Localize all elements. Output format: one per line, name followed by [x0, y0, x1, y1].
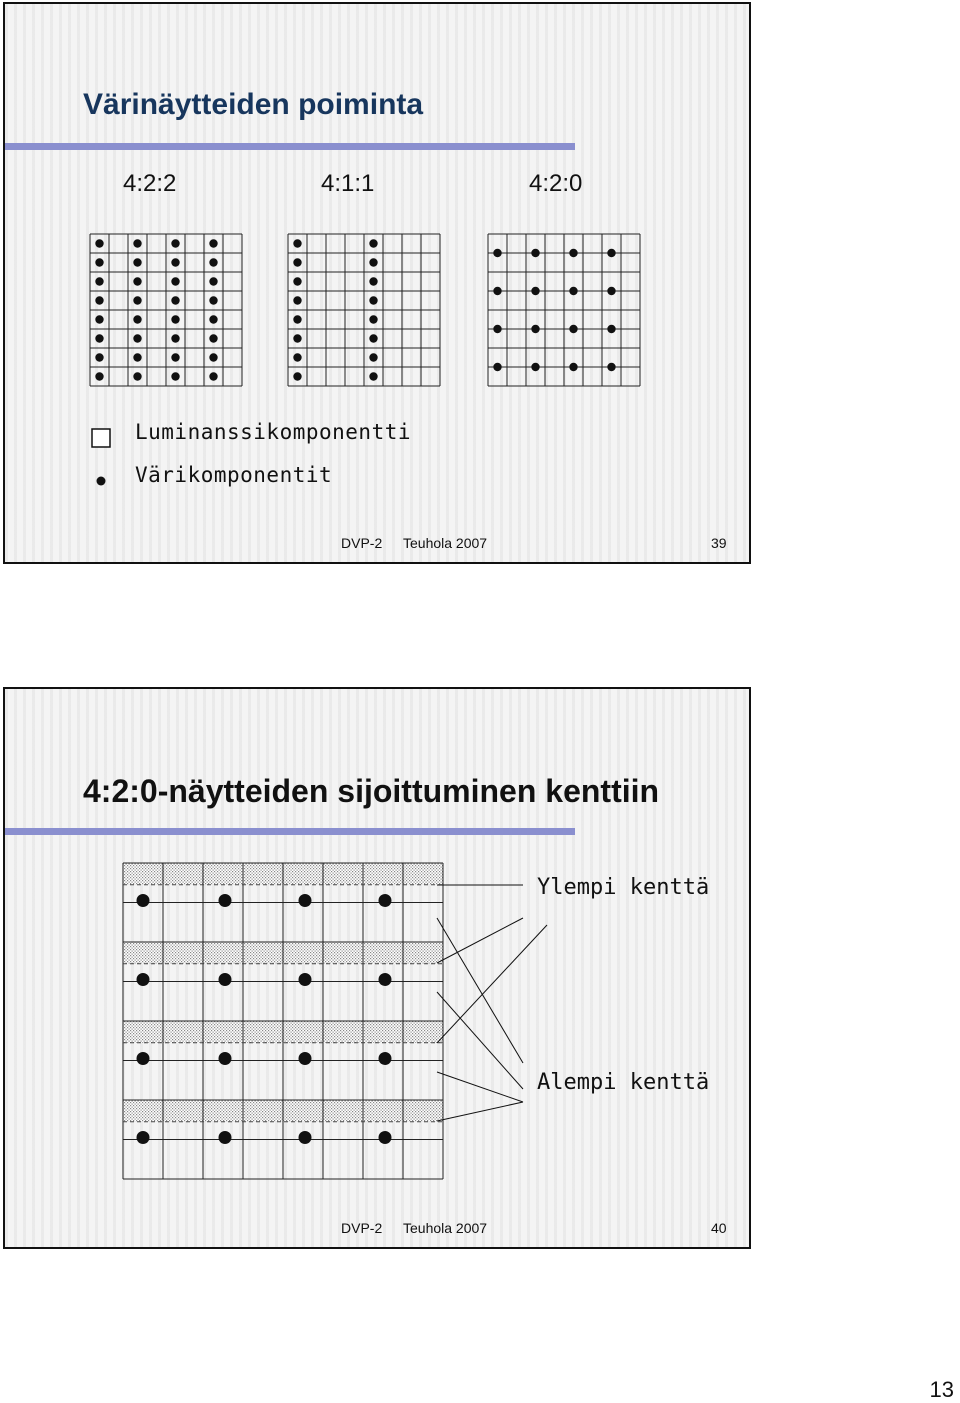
- chroma-sample-dot: [531, 363, 539, 371]
- chroma-sample-dot: [379, 894, 392, 907]
- sampling-grid-411: [287, 233, 447, 388]
- chroma-sample-dot: [299, 894, 312, 907]
- chroma-sample-dot: [209, 372, 217, 380]
- chroma-sample-dot: [137, 973, 150, 986]
- page-number: 13: [929, 1377, 954, 1402]
- legend-chroma: Värikomponentit: [135, 463, 333, 487]
- chroma-sample-dot: [209, 239, 217, 247]
- chroma-sample-dot: [171, 334, 179, 342]
- chroma-sample-dot: [219, 973, 232, 986]
- title-underline: [5, 143, 575, 150]
- chroma-sample-dot: [379, 1131, 392, 1144]
- chroma-sample-dot: [95, 372, 103, 380]
- chroma-sample-dot: [133, 334, 141, 342]
- chroma-sample-dot: [209, 258, 217, 266]
- chroma-sample-dot: [531, 249, 539, 257]
- slide-40: [3, 687, 751, 1249]
- chroma-sample-dot: [171, 258, 179, 266]
- chroma-sample-dot: [369, 239, 377, 247]
- chroma-sample-dot: [531, 287, 539, 295]
- chroma-sample-dot: [293, 353, 301, 361]
- chroma-sample-dot: [133, 372, 141, 380]
- upper-field-label: Ylempi kenttä: [537, 875, 710, 900]
- chroma-sample-dot: [569, 325, 577, 333]
- chroma-sample-dot: [493, 363, 501, 371]
- chroma-sample-dot: [369, 334, 377, 342]
- chroma-sample-dot: [133, 239, 141, 247]
- chroma-sample-dot: [171, 315, 179, 323]
- chroma-sample-dot: [95, 353, 103, 361]
- sampling-grid-422: [89, 233, 249, 388]
- chroma-sample-dot: [171, 239, 179, 247]
- chroma-sample-dot: [133, 296, 141, 304]
- chroma-sample-dot: [369, 258, 377, 266]
- slide-title: Värinäytteiden poiminta: [83, 88, 424, 121]
- chroma-sample-dot: [293, 372, 301, 380]
- chroma-sample-dot: [171, 277, 179, 285]
- chroma-sample-dot: [531, 325, 539, 333]
- chroma-sample-dot: [379, 1052, 392, 1065]
- chroma-dot-icon: [95, 475, 107, 487]
- chroma-sample-dot: [137, 1131, 150, 1144]
- chroma-sample-dot: [95, 334, 103, 342]
- chroma-sample-dot: [137, 1052, 150, 1065]
- chroma-sample-dot: [607, 363, 615, 371]
- chroma-sample-dot: [95, 315, 103, 323]
- chroma-sample-dot: [171, 353, 179, 361]
- format-label-420: 4:2:0: [529, 170, 583, 197]
- footer-slide-number: 39: [711, 535, 727, 551]
- chroma-sample-dot: [369, 296, 377, 304]
- chroma-sample-dot: [137, 894, 150, 907]
- chroma-sample-dot: [493, 287, 501, 295]
- luminance-square-icon: [91, 428, 111, 448]
- chroma-sample-dot: [95, 258, 103, 266]
- chroma-sample-dot: [369, 315, 377, 323]
- slide-title: 4:2:0-näytteiden sijoittuminen kenttiin: [83, 773, 660, 809]
- chroma-sample-dot: [607, 325, 615, 333]
- chroma-sample-dot: [569, 287, 577, 295]
- chroma-sample-dot: [299, 1052, 312, 1065]
- chroma-sample-dot: [293, 277, 301, 285]
- chroma-sample-dot: [95, 296, 103, 304]
- format-label-422: 4:2:2: [123, 170, 177, 197]
- chroma-sample-dot: [219, 1131, 232, 1144]
- chroma-sample-dot: [369, 277, 377, 285]
- title-underline: [5, 828, 575, 835]
- chroma-sample-dot: [493, 249, 501, 257]
- chroma-sample-dot: [133, 258, 141, 266]
- chroma-sample-dot: [293, 258, 301, 266]
- footer-author: Teuhola 2007: [403, 535, 488, 551]
- footer-course: DVP-2: [341, 1220, 383, 1236]
- chroma-sample-dot: [607, 287, 615, 295]
- chroma-sample-dot: [379, 973, 392, 986]
- chroma-sample-dot: [293, 315, 301, 323]
- legend-luminance: Luminanssikomponentti: [135, 420, 412, 444]
- chroma-sample-dot: [209, 334, 217, 342]
- chroma-sample-dot: [209, 315, 217, 323]
- chroma-sample-dot: [133, 277, 141, 285]
- field-connector-lines: [435, 869, 545, 1149]
- chroma-sample-dot: [171, 372, 179, 380]
- chroma-sample-dot: [493, 325, 501, 333]
- footer-slide-number: 40: [711, 1220, 727, 1236]
- chroma-sample-dot: [293, 239, 301, 247]
- chroma-sample-dot: [209, 353, 217, 361]
- chroma-sample-dot: [569, 249, 577, 257]
- chroma-sample-dot: [219, 894, 232, 907]
- chroma-sample-dot: [369, 372, 377, 380]
- chroma-sample-dot: [95, 239, 103, 247]
- chroma-sample-dot: [369, 353, 377, 361]
- chroma-sample-dot: [209, 277, 217, 285]
- lower-field-label: Alempi kenttä: [537, 1070, 710, 1095]
- sampling-grid-420: [487, 233, 647, 388]
- chroma-sample-dot: [607, 249, 615, 257]
- chroma-sample-dot: [299, 1131, 312, 1144]
- chroma-sample-dot: [293, 334, 301, 342]
- chroma-sample-dot: [219, 1052, 232, 1065]
- slide-39: [3, 2, 751, 564]
- chroma-sample-dot: [133, 315, 141, 323]
- chroma-sample-dot: [133, 353, 141, 361]
- chroma-sample-dot: [569, 363, 577, 371]
- chroma-sample-dot: [95, 277, 103, 285]
- chroma-sample-dot: [171, 296, 179, 304]
- field-sampling-grid: [115, 859, 455, 1179]
- footer-author: Teuhola 2007: [403, 1220, 488, 1236]
- chroma-sample-dot: [299, 973, 312, 986]
- footer-course: DVP-2: [341, 535, 383, 551]
- chroma-sample-dot: [293, 296, 301, 304]
- chroma-sample-dot: [209, 296, 217, 304]
- format-label-411: 4:1:1: [321, 170, 375, 197]
